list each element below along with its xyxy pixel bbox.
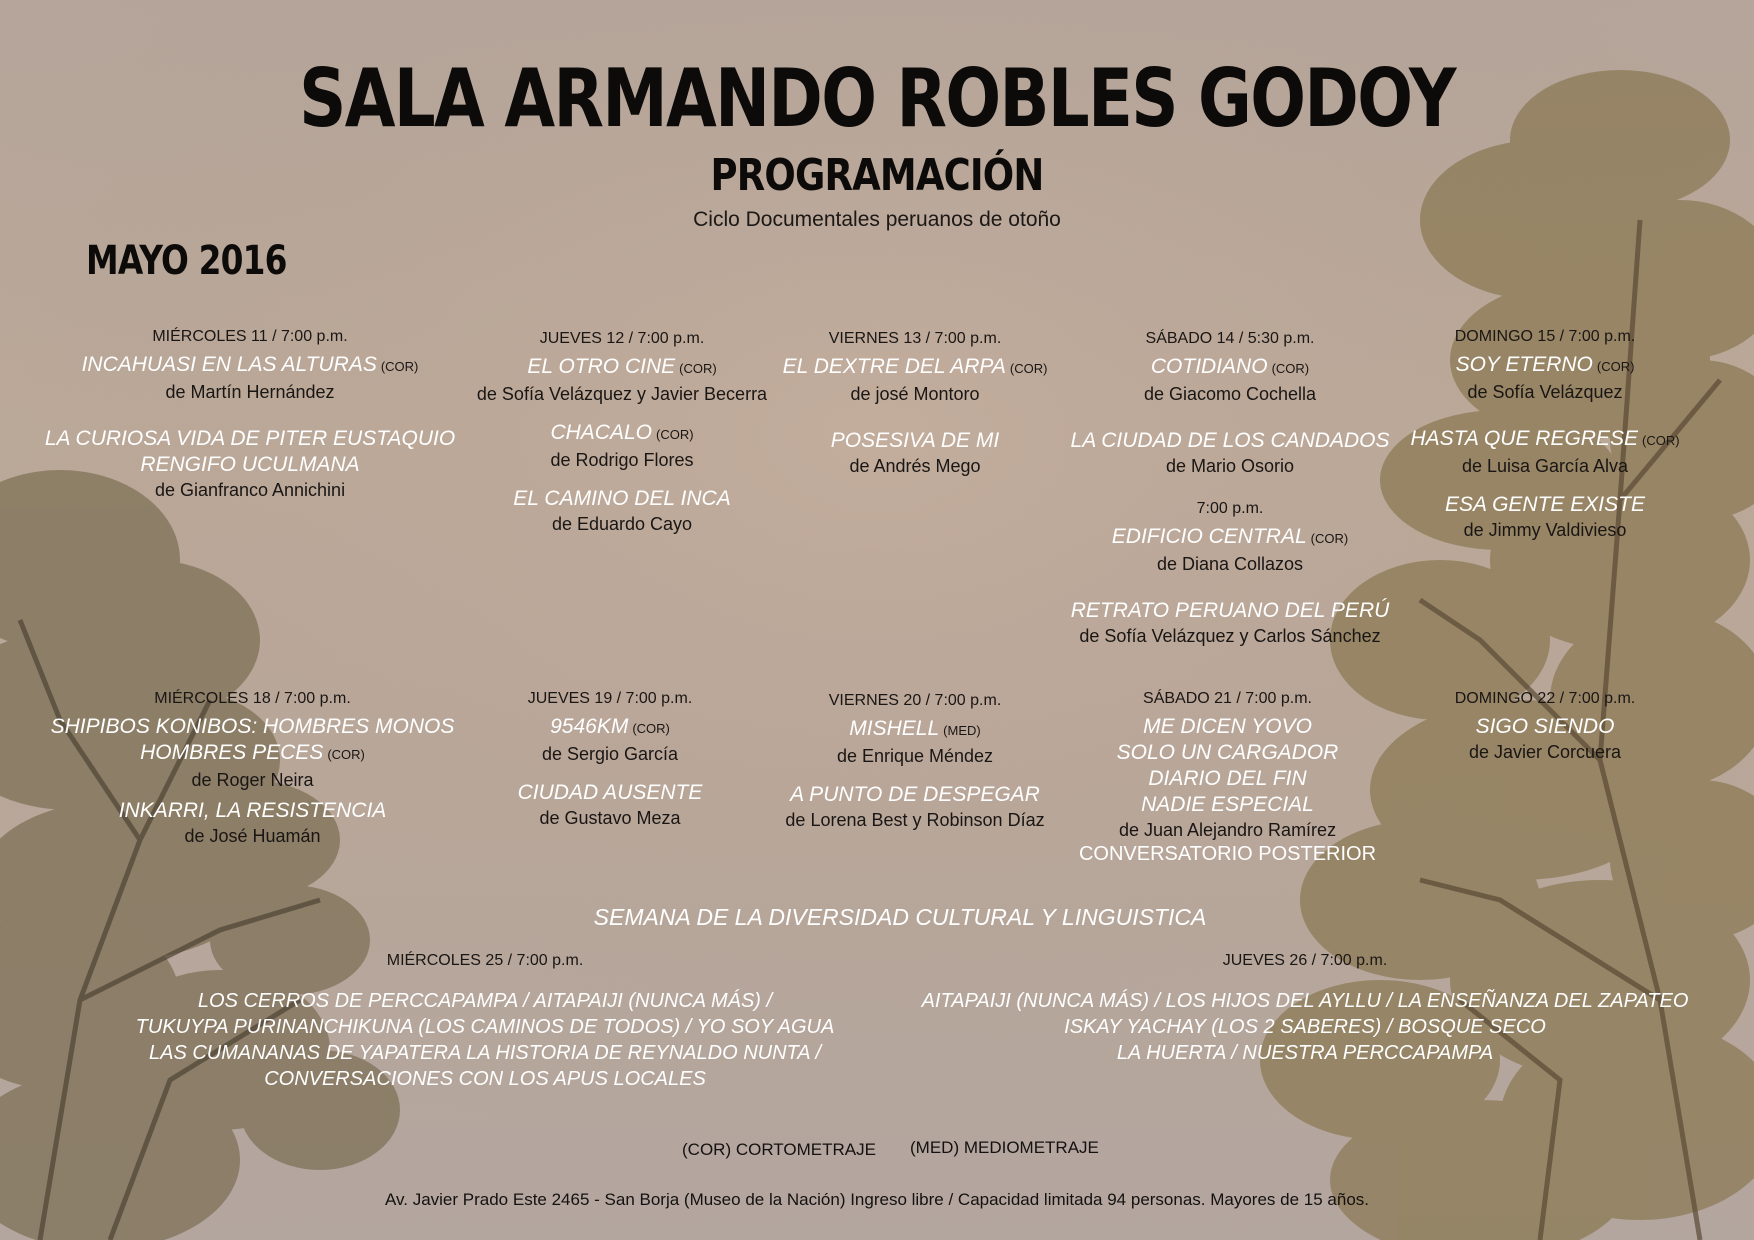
legend-cor: (COR) CORTOMETRAJE bbox=[682, 1140, 876, 1159]
schedule-sun-22 bbox=[1410, 690, 1680, 764]
film-tag: (COR) bbox=[679, 361, 717, 376]
schedule-wed-18 bbox=[40, 690, 465, 848]
film-director: de Andrés Mego bbox=[849, 456, 981, 476]
film-title: POSESIVA DE MI bbox=[830, 429, 1000, 452]
film-director: de josé Montoro bbox=[850, 384, 980, 404]
film-list-line: AITAPAIJI (NUNCA MÁS) / LOS HIJOS DEL AYLLU / LA ENSEÑANZA DEL ZAPATEO bbox=[921, 990, 1689, 1012]
film-list-line: LAS CUMANANAS DE YAPATERA LA HISTORIA DE REYNALDO NUNTA / bbox=[148, 1042, 821, 1064]
legend-med: (MED) MEDIOMETRAJE bbox=[910, 1138, 1099, 1157]
film-director: de Jimmy Valdivieso bbox=[1463, 520, 1627, 540]
semana-title: SEMANA DE LA DIVERSIDAD CULTURAL Y LINGUISTICA bbox=[593, 904, 1207, 930]
day-label: SÁBADO 14 / 5:30 p.m. bbox=[1145, 330, 1315, 347]
film-title: CHACALO (COR) bbox=[550, 421, 694, 444]
day-label: DOMINGO 22 / 7:00 p.m. bbox=[1454, 690, 1636, 707]
film-title: EL DEXTRE DEL ARPA (COR) bbox=[782, 355, 1048, 378]
schedule-sun-15 bbox=[1410, 328, 1680, 542]
film-director: de José Huamán bbox=[184, 826, 321, 846]
day-label: VIERNES 13 / 7:00 p.m. bbox=[828, 330, 1002, 347]
film-tag: (COR) bbox=[1009, 361, 1048, 376]
film-title: SOY ETERNO (COR) bbox=[1455, 353, 1635, 376]
conversatorio-note: CONVERSATORIO POSTERIOR bbox=[1078, 843, 1377, 865]
film-title: INCAHUASI EN LAS ALTURAS (COR) bbox=[81, 353, 419, 376]
day-label: JUEVES 19 / 7:00 p.m. bbox=[527, 690, 693, 707]
film-director: de Enrique Méndez bbox=[836, 746, 994, 766]
film-director: de Lorena Best y Robinson Díaz bbox=[785, 810, 1045, 830]
film-tag: (COR) bbox=[327, 747, 365, 762]
schedule-thu-26 bbox=[900, 952, 1710, 1066]
schedule-fri-20 bbox=[755, 692, 1075, 832]
day-label: MIÉRCOLES 11 / 7:00 p.m. bbox=[152, 328, 348, 345]
film-director: de Javier Corcuera bbox=[1468, 742, 1622, 762]
film-title: EDIFICIO CENTRAL (COR) bbox=[1111, 525, 1349, 548]
film-list-line: CONVERSACIONES CON LOS APUS LOCALES bbox=[264, 1068, 706, 1090]
film-title: EL OTRO CINE (COR) bbox=[527, 355, 717, 378]
film-director: de Eduardo Cayo bbox=[551, 514, 693, 534]
film-title: CIUDAD AUSENTE bbox=[517, 781, 703, 804]
film-director: de Sergio García bbox=[541, 744, 679, 764]
film-title: A PUNTO DE DESPEGAR bbox=[790, 783, 1040, 806]
month-label: MAYO 2016 bbox=[86, 238, 287, 284]
film-tag: (MED) bbox=[943, 723, 981, 738]
film-director: de Sofía Velázquez y Carlos Sánchez bbox=[1079, 626, 1381, 646]
film-director: de Juan Alejandro Ramírez bbox=[1118, 820, 1337, 840]
film-director: de Martín Hernández bbox=[165, 382, 335, 402]
film-title: MISHELL (MED) bbox=[849, 717, 981, 740]
film-tag: (COR) bbox=[655, 427, 694, 442]
film-title: SHIPIBOS KONIBOS: HOMBRES MONOS bbox=[50, 715, 455, 738]
film-title: ME DICEN YOVO bbox=[1143, 715, 1312, 738]
film-director: de Mario Osorio bbox=[1165, 456, 1295, 476]
day-label: VIERNES 20 / 7:00 p.m. bbox=[828, 692, 1002, 709]
schedule-thu-19 bbox=[470, 690, 750, 830]
day-label: JUEVES 26 / 7:00 p.m. bbox=[1222, 952, 1388, 969]
schedule-thu-12 bbox=[452, 330, 792, 536]
film-title: SOLO UN CARGADOR bbox=[1116, 741, 1339, 764]
day-label: MIÉRCOLES 18 / 7:00 p.m. bbox=[154, 690, 351, 707]
film-title: SIGO SIENDO bbox=[1475, 715, 1615, 738]
page-subtitle: PROGRAMACIÓN bbox=[710, 150, 1044, 201]
schedule-wed-11 bbox=[40, 328, 460, 502]
schedule-sat-14 bbox=[1050, 330, 1410, 648]
film-tag: (COR) bbox=[1642, 433, 1680, 448]
film-title: EL CAMINO DEL INCA bbox=[513, 487, 731, 510]
film-director: de Rodrigo Flores bbox=[550, 450, 694, 470]
film-director: de Giacomo Cochella bbox=[1143, 384, 1317, 404]
day-label: JUEVES 12 / 7:00 p.m. bbox=[539, 330, 705, 347]
page-title: SALA ARMANDO ROBLES GODOY bbox=[299, 52, 1455, 145]
film-title: HOMBRES PECES (COR) bbox=[140, 741, 365, 764]
film-director: de Gustavo Meza bbox=[539, 808, 681, 828]
film-director: de Diana Collazos bbox=[1156, 554, 1304, 574]
day-label: MIÉRCOLES 25 / 7:00 p.m. bbox=[386, 952, 584, 969]
film-tag: (COR) bbox=[632, 721, 670, 736]
cycle-name: Ciclo Documentales peruanos de otoño bbox=[693, 208, 1061, 231]
film-director: de Gianfranco Annichini bbox=[154, 480, 346, 500]
film-title: RETRATO PERUANO DEL PERÚ bbox=[1070, 599, 1390, 622]
film-tag: (COR) bbox=[1310, 531, 1349, 546]
film-title: RENGIFO UCULMANA bbox=[140, 453, 360, 476]
film-title: DIARIO DEL FIN bbox=[1148, 767, 1307, 790]
film-list-line: LA HUERTA / NUESTRA PERCCAPAMPA bbox=[1116, 1042, 1494, 1064]
film-title: 9546KM (COR) bbox=[550, 715, 670, 738]
film-list-line: TUKUYPA PURINANCHIKUNA (LOS CAMINOS DE TODOS) / YO SOY AGUA bbox=[135, 1016, 835, 1038]
film-list-line: ISKAY YACHAY (LOS 2 SABERES) / BOSQUE SECO bbox=[1064, 1016, 1546, 1038]
schedule-sat-21 bbox=[1070, 690, 1385, 866]
film-title: NADIE ESPECIAL bbox=[1141, 793, 1314, 816]
film-director: de Luisa García Alva bbox=[1461, 456, 1629, 476]
film-director: de Roger Neira bbox=[191, 770, 314, 790]
day-label: SÁBADO 21 / 7:00 p.m. bbox=[1143, 690, 1312, 707]
film-title: HASTA QUE REGRESE (COR) bbox=[1410, 427, 1680, 450]
schedule-wed-25 bbox=[100, 952, 870, 1092]
time-label: 7:00 p.m. bbox=[1196, 500, 1264, 517]
schedule-fri-13 bbox=[770, 330, 1060, 478]
film-tag: (COR) bbox=[1271, 361, 1310, 376]
day-label: DOMINGO 15 / 7:00 p.m. bbox=[1454, 328, 1636, 345]
film-title: LA CURIOSA VIDA DE PITER EUSTAQUIO bbox=[44, 427, 456, 450]
film-title: INKARRI, LA RESISTENCIA bbox=[118, 799, 387, 822]
film-list-line: LOS CERROS DE PERCCAPAMPA / AITAPAIJI (NUNCA MÁS) / bbox=[197, 990, 773, 1012]
film-title: ESA GENTE EXISTE bbox=[1445, 493, 1645, 516]
film-tag: (COR) bbox=[380, 359, 419, 374]
film-tag: (COR) bbox=[1596, 359, 1635, 374]
footer-address: Av. Javier Prado Este 2465 - San Borja (Museo de la Nación) Ingreso libre / Capacidad limitada 94 personas. Mayores de 15 años. bbox=[384, 1190, 1370, 1209]
film-title: LA CIUDAD DE LOS CANDADOS bbox=[1070, 429, 1390, 452]
film-director: de Sofía Velázquez bbox=[1467, 382, 1623, 402]
film-title: COTIDIANO (COR) bbox=[1150, 355, 1310, 378]
film-director: de Sofía Velázquez y Javier Becerra bbox=[476, 384, 768, 404]
